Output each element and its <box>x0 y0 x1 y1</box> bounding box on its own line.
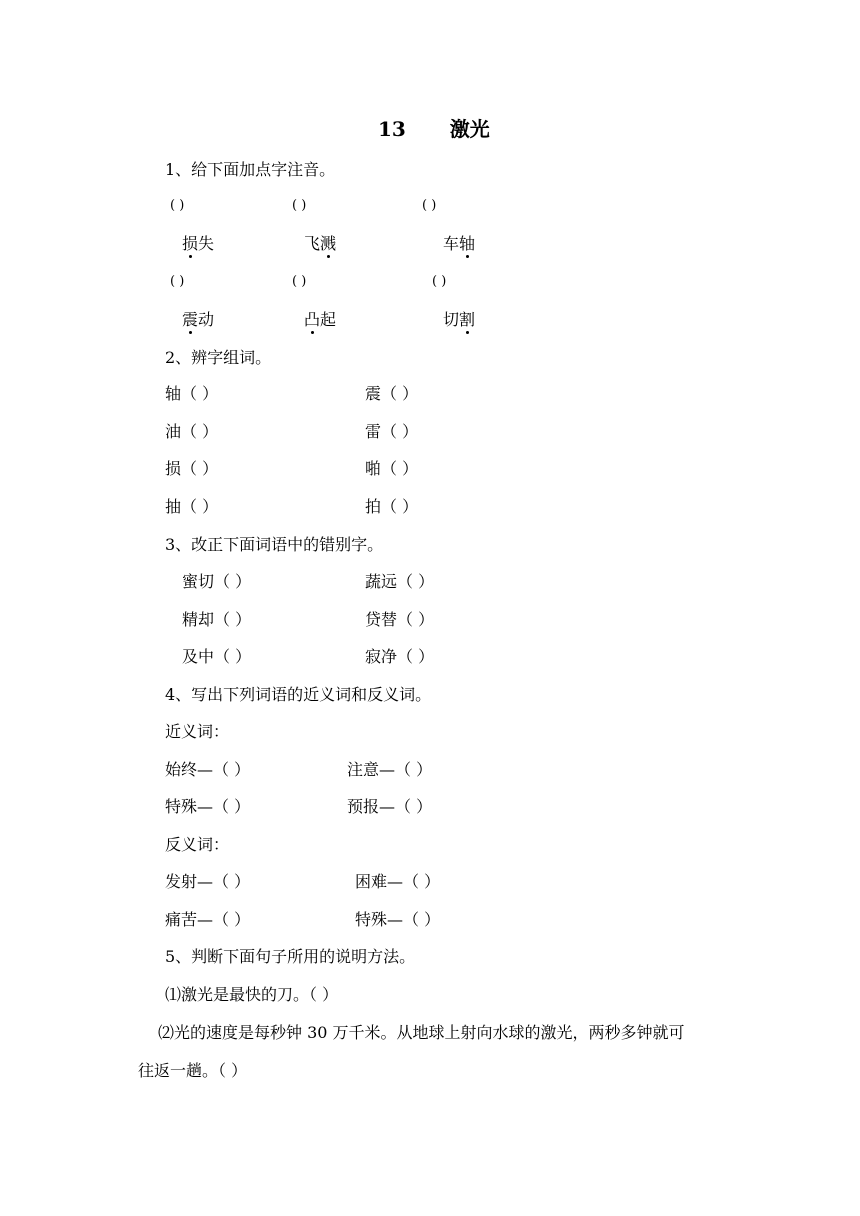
page-title <box>378 116 490 142</box>
answer-blank: 贷替（ ） <box>365 610 435 629</box>
answer-blank: 注意—（ ） <box>347 760 433 779</box>
answer-blank: 拍（ ） <box>365 497 419 516</box>
sentence-1: ⑴激光是最快的刀。（ ） <box>165 985 339 1004</box>
answer-blank: 精却（ ） <box>182 610 252 629</box>
sentence-2-line-1: ⑵光的速度是每秒钟 30 万千米。从地球上射向水球的激光，两秒多钟就可 <box>158 1023 685 1042</box>
q4-heading: 4、写出下列词语的近义词和反义词。 <box>165 685 432 704</box>
answer-blank: 发射—（ ） <box>165 872 251 891</box>
word-item: 切割 <box>443 310 476 329</box>
answer-blank: 特殊—（ ） <box>355 910 441 929</box>
answer-blank: 蔬远（ ） <box>365 572 435 591</box>
pinyin-blank: ( ) <box>292 198 307 213</box>
answer-blank: 始终—（ ） <box>165 760 251 779</box>
q3-heading: 3、改正下面词语中的错别字。 <box>165 535 384 554</box>
answer-blank: 啪（ ） <box>365 459 419 478</box>
antonym-label: 反义词： <box>165 835 230 854</box>
answer-blank: 抽（ ） <box>165 497 219 516</box>
dotted-char: 轴 <box>459 234 476 253</box>
answer-blank: 寂净（ ） <box>365 647 435 666</box>
pinyin-blank: ( ) <box>292 274 307 289</box>
answer-blank: 损（ ） <box>165 459 219 478</box>
dotted-char: 割 <box>459 310 476 329</box>
pinyin-blank: ( ) <box>170 198 185 213</box>
word-item: 凸起 <box>304 310 337 329</box>
word-item: 损失 <box>182 234 215 253</box>
dotted-char: 震 <box>182 310 199 329</box>
answer-blank: 震（ ） <box>365 384 419 403</box>
pinyin-blank: ( ) <box>432 274 447 289</box>
q1-heading: 1、给下面加点字注音。 <box>165 160 336 179</box>
answer-blank: 油（ ） <box>165 422 219 441</box>
answer-blank: 蜜切（ ） <box>182 572 252 591</box>
answer-blank: 及中（ ） <box>182 647 252 666</box>
pinyin-blank: ( ) <box>422 198 437 213</box>
lesson-number: 13 <box>378 117 406 141</box>
lesson-title: 激光 <box>449 117 490 141</box>
synonym-label: 近义词： <box>165 722 230 741</box>
dotted-char: 凸 <box>304 310 321 329</box>
dotted-char: 溅 <box>320 234 337 253</box>
answer-blank: 痛苦—（ ） <box>165 910 251 929</box>
sentence-2-line-2: 往返一趟。（ ） <box>138 1061 248 1080</box>
word-item: 车轴 <box>443 234 476 253</box>
dotted-char: 损 <box>182 234 199 253</box>
word-item: 飞溅 <box>304 234 337 253</box>
answer-blank: 困难—（ ） <box>355 872 441 891</box>
q5-heading: 5、判断下面句子所用的说明方法。 <box>165 947 416 966</box>
answer-blank: 特殊—（ ） <box>165 797 251 816</box>
pinyin-blank: ( ) <box>170 274 185 289</box>
answer-blank: 预报—（ ） <box>347 797 433 816</box>
word-item: 震动 <box>182 310 215 329</box>
q2-heading: 2、辨字组词。 <box>165 348 272 367</box>
answer-blank: 雷（ ） <box>365 422 419 441</box>
answer-blank: 轴（ ） <box>165 384 219 403</box>
